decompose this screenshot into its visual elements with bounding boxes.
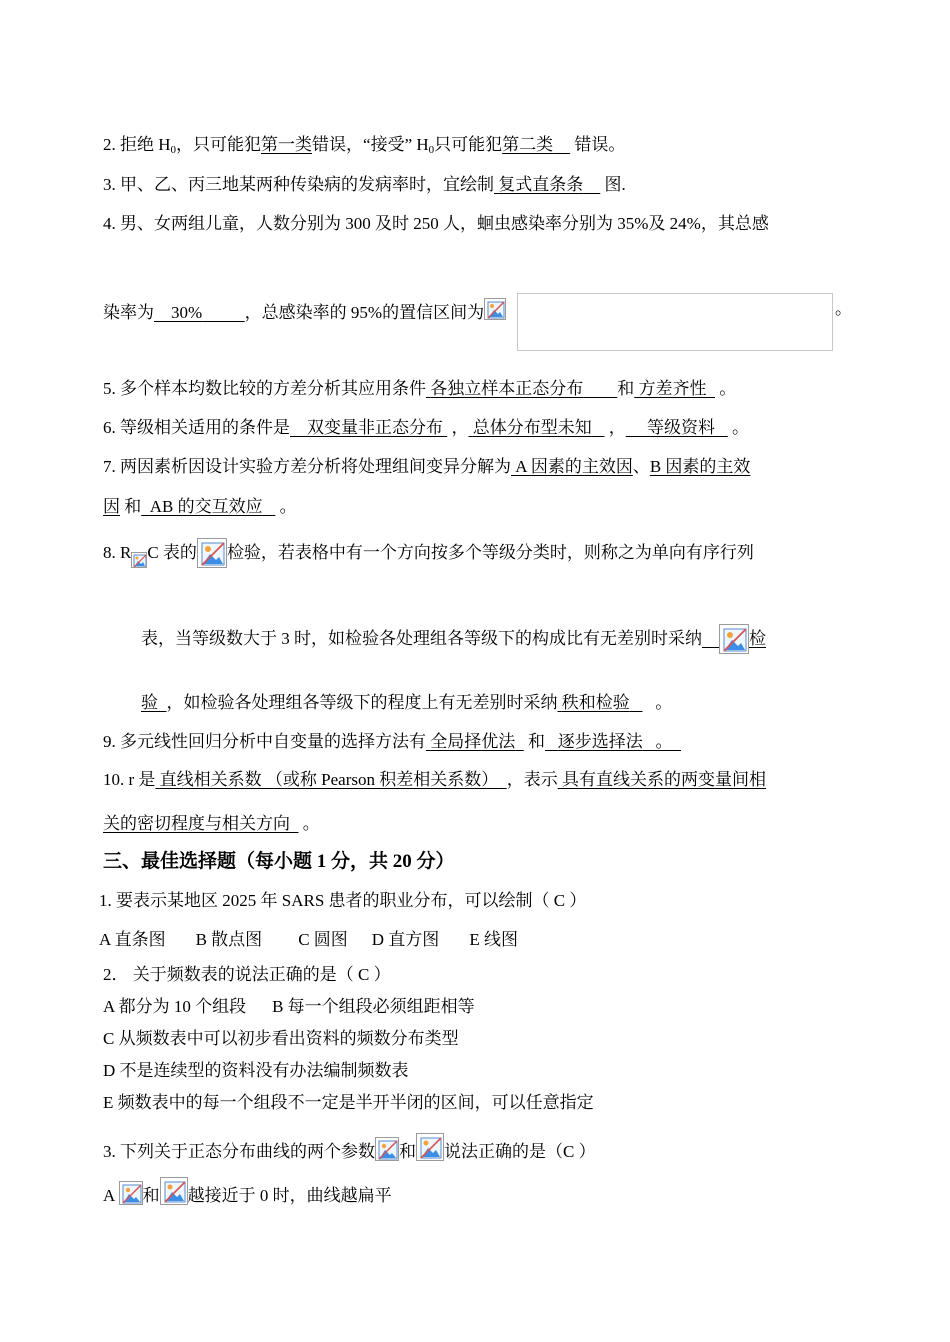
option-c: C 圆图 [298,930,348,949]
item-text: 。 [655,693,673,712]
question-2-stem: 2． 关于频数表的说法正确的是（ C ） [103,965,391,984]
fill-item-9 [103,731,681,753]
fill-item-7-line1 [103,456,750,478]
fill-item-3 [103,174,626,196]
answer: 各独立样本正态分布 [430,379,584,398]
item-text: 错误。 [574,135,626,154]
subscript: 0 [170,144,177,156]
fill-item-7-line2 [103,496,297,518]
missing-image-frame [517,293,833,351]
item-text: 检验，若表格中有一个方向按多个等级分类时，则称之为单向有序行列 [226,543,754,562]
fill-item-4-line1: 4. 男、女两组儿童，人数分别为 300 及时 250 人，蛔虫感染率分别为 35%及 24%，其总感 [103,214,769,233]
fill-item-10-line1 [103,769,766,791]
item-text: 8. R [103,543,132,562]
item-text: 7. 两因素析因设计实验方差分析将处理组间变异分解为 [103,457,511,476]
question-1-options [99,929,518,951]
item-text: ，如检验各处理组各等级下的程度上有无差别时采纳 [166,693,558,712]
option-a: A 都分为 10 个组段 [103,997,247,1016]
fill-item-4-line2 [103,298,506,324]
answer: 双变量非正态分布 [307,418,443,437]
fill-item-8-line1 [103,538,754,568]
item-text: 表，当等级数大于 3 时，如检验各处理组各等级下的构成比有无差别时采纳 [141,629,702,648]
fill-item-2 [103,134,625,156]
fill-item-8-line3 [141,692,672,714]
item-text: 和 [142,1186,160,1205]
answer: 逐步选择法 [557,732,643,751]
answer: 全局择优法 [430,732,516,751]
item-text: C 表的 [147,543,197,562]
question-3-stem [103,1133,596,1163]
broken-image-icon [375,1137,399,1161]
option-b: B 每一个组段必须组距相等 [272,997,475,1016]
answer: 复式直条条 [498,175,584,194]
item-text: 。 [279,497,297,516]
item-text: 图. [604,175,626,194]
item-text: 越接近于 0 时，曲线越扁平 [187,1186,392,1205]
answer: 第二类 [502,135,554,154]
option-e: E 频数表中的每一个组段不一定是半开半闭的区间，可以任意指定 [103,1093,594,1112]
answer: 具有直线关系的两变量间相 [562,770,766,789]
item-text: 和 [617,379,635,398]
question-3-option-a [103,1177,392,1207]
answer: 验 [141,693,158,712]
answer: 等级资料 [647,418,715,437]
answer: 因 [103,497,120,516]
item-text: 。 [302,814,320,833]
answer: 关的密切程度与相关方向 [103,814,290,833]
item-text: 3. 下列关于正态分布曲线的两个参数 [103,1142,375,1161]
option-d: D 不是连续型的资料没有办法编制频数表 [103,1061,409,1080]
item-text: 染率为 [103,303,154,322]
broken-image-icon [484,298,506,320]
item-text: 。 [655,732,673,751]
fill-item-6 [103,417,749,439]
item-text: 9. 多元线性回归分析中自变量的选择方法有 [103,732,426,751]
item-text: ， [451,418,469,437]
answer: 检 [749,629,766,648]
option-e: E 线图 [469,930,518,949]
question-1-stem: 1. 要表示某地区 2025 年 SARS 患者的职业分布，可以绘制（ C ） [99,891,587,910]
answer: 直线相关系数 （或称 Pearson 积差相关系数） [159,770,499,789]
item-text: 2. 拒绝 H [103,135,171,154]
item-text: 6. 等级相关适用的条件是 [103,418,290,437]
broken-image-icon [160,1177,188,1205]
item-text: ， [608,418,626,437]
item-text: ，只可能犯 [176,135,262,154]
option-a: A 直条图 [99,930,166,949]
item-text: 、 [632,457,650,476]
item-text: 和 [528,732,545,751]
answer: AB 的交互效应 [149,497,263,516]
subscript: 0 [428,144,435,156]
option-d: D 直方图 [371,930,440,949]
answer: 30% [171,303,203,322]
fill-item-5 [103,378,736,400]
item-text: A [103,1186,119,1205]
answer: A 因素的主效因 [515,457,633,476]
item-text: 3. 甲、乙、丙三地某两种传染病的发病率时，宜绘制 [103,175,494,194]
section-heading: 三、最佳选择题（每小题 1 分，共 20 分） [103,851,455,872]
answer: B 因素的主效 [649,457,751,476]
question-2-options-ab [103,996,475,1018]
item-text: 只可能犯 [434,135,503,154]
broken-image-icon [416,1133,444,1161]
answer: 秩和检验 [561,693,630,712]
item-text: 10. r 是 [103,770,156,789]
item-text: 和 [124,497,142,516]
option-c: C 从频数表中可以初步看出资料的频数分布类型 [103,1029,459,1048]
broken-image-icon [197,538,227,568]
item-text: ，表示 [506,770,558,789]
broken-image-icon [719,624,749,654]
answer: 第一类 [261,135,313,154]
answer: 方差齐性 [638,379,707,398]
broken-image-icon [119,1181,143,1205]
item-text: 5. 多个样本均数比较的方差分析其应用条件 [103,379,426,398]
option-b: B 散点图 [195,930,263,949]
fill-item-8-line2 [141,624,766,654]
item-text: 。 [719,379,737,398]
broken-image-icon [131,552,147,568]
fill-item-10-line2 [103,813,320,835]
answer: 总体分布型未知 [472,418,592,437]
item-text: 错误，“接受” H [312,135,429,154]
item-text: 和 [399,1142,416,1161]
item-text: ，总感染率的 95%的置信区间为 [244,303,485,322]
item-text: 说法正确的是（C ） [444,1142,596,1161]
sentence-end: 。 [835,299,852,318]
item-text: 。 [732,418,749,437]
